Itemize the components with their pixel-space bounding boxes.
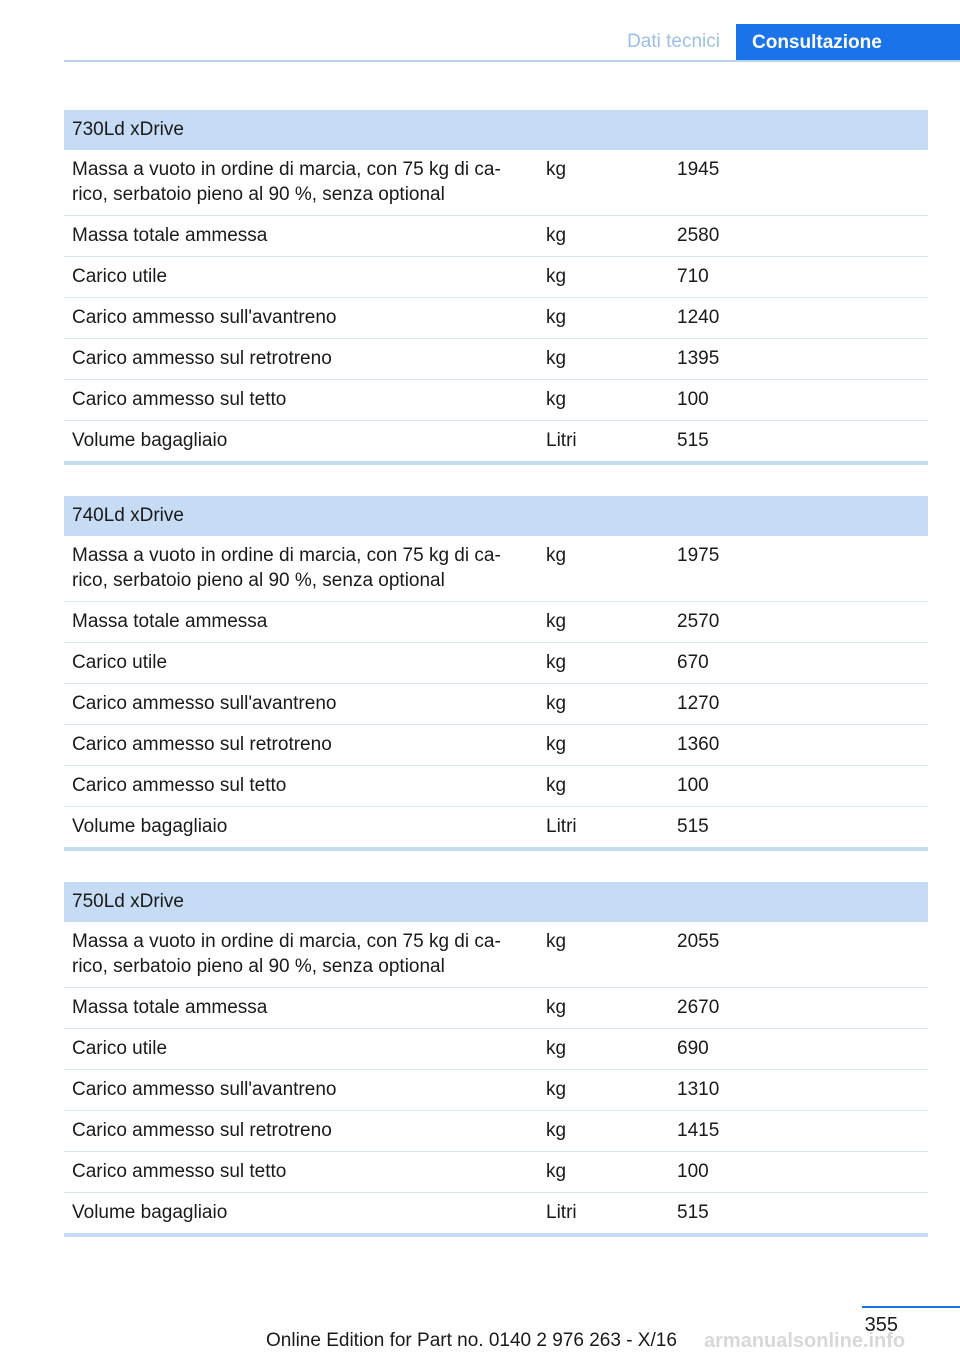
table-row	[64, 1029, 928, 1070]
table-gap	[64, 465, 928, 496]
header-rule	[64, 60, 960, 62]
table-row	[64, 1070, 928, 1111]
table-row	[64, 684, 928, 725]
footer-edition: Online Edition for Part no. 0140 2 976 263 - X/16	[266, 1330, 677, 1351]
table-row	[64, 988, 928, 1029]
row-unit: kg	[538, 1070, 669, 1111]
table-header-row	[64, 882, 928, 922]
row-label: Carico ammesso sull'avantreno	[64, 684, 538, 725]
row-unit: kg	[538, 602, 669, 643]
row-label: Carico utile	[64, 1029, 538, 1070]
table-row	[64, 922, 928, 988]
table-row	[64, 298, 928, 339]
row-unit: kg	[538, 1111, 669, 1152]
row-value: 2670	[669, 988, 928, 1029]
row-label: Carico utile	[64, 257, 538, 298]
row-unit: kg	[538, 339, 669, 380]
row-unit: kg	[538, 150, 669, 216]
table-title: 730Ld xDrive	[64, 110, 928, 150]
spec-tables	[64, 110, 928, 1237]
row-value: 515	[669, 1193, 928, 1236]
row-value: 100	[669, 380, 928, 421]
row-label: Massa a vuoto in ordine di marcia, con 75 kg di ca- rico, serbatoio pieno al 90 %, senza optional	[64, 536, 538, 602]
row-value: 1310	[669, 1070, 928, 1111]
row-value: 100	[669, 766, 928, 807]
row-unit: kg	[538, 643, 669, 684]
row-unit: kg	[538, 922, 669, 988]
row-value: 515	[669, 421, 928, 464]
row-value: 1395	[669, 339, 928, 380]
row-unit: kg	[538, 536, 669, 602]
table-title: 750Ld xDrive	[64, 882, 928, 922]
table-row	[64, 257, 928, 298]
page-header	[64, 24, 960, 62]
row-unit: kg	[538, 1029, 669, 1070]
spec-table-730ld	[64, 110, 928, 465]
table-row	[64, 150, 928, 216]
row-label: Carico ammesso sul retrotreno	[64, 1111, 538, 1152]
table-row	[64, 602, 928, 643]
row-value: 100	[669, 1152, 928, 1193]
row-value: 670	[669, 643, 928, 684]
row-value: 2570	[669, 602, 928, 643]
row-value: 1360	[669, 725, 928, 766]
row-value: 1975	[669, 536, 928, 602]
table-row	[64, 725, 928, 766]
table-gap	[64, 851, 928, 882]
row-value: 710	[669, 257, 928, 298]
row-label: Massa a vuoto in ordine di marcia, con 75 kg di ca- rico, serbatoio pieno al 90 %, senza optional	[64, 150, 538, 216]
row-unit: Litri	[538, 807, 669, 850]
page-number: 355	[864, 1314, 898, 1336]
row-label: Carico ammesso sul retrotreno	[64, 339, 538, 380]
section-tab[interactable]: Dati tecnici	[627, 31, 720, 52]
table-row	[64, 216, 928, 257]
row-unit: kg	[538, 257, 669, 298]
row-value: 1240	[669, 298, 928, 339]
row-value: 1270	[669, 684, 928, 725]
row-value: 1415	[669, 1111, 928, 1152]
row-label: Carico ammesso sull'avantreno	[64, 1070, 538, 1111]
row-label: Massa totale ammessa	[64, 602, 538, 643]
row-unit: kg	[538, 766, 669, 807]
table-row	[64, 380, 928, 421]
row-value: 515	[669, 807, 928, 850]
row-unit: kg	[538, 380, 669, 421]
spec-table-750ld	[64, 882, 928, 1237]
row-value: 1945	[669, 150, 928, 216]
row-label: Massa totale ammessa	[64, 988, 538, 1029]
row-label: Volume bagagliaio	[64, 807, 538, 850]
row-value: 2055	[669, 922, 928, 988]
table-row	[64, 766, 928, 807]
table-title: 740Ld xDrive	[64, 496, 928, 536]
spec-table-740ld	[64, 496, 928, 851]
row-value: 690	[669, 1029, 928, 1070]
table-row	[64, 807, 928, 850]
row-label: Carico ammesso sul tetto	[64, 1152, 538, 1193]
page-number-rule	[862, 1306, 960, 1308]
table-row	[64, 339, 928, 380]
row-unit: kg	[538, 298, 669, 339]
row-label: Volume bagagliaio	[64, 421, 538, 464]
row-label: Massa totale ammessa	[64, 216, 538, 257]
table-header-row	[64, 496, 928, 536]
row-unit: kg	[538, 216, 669, 257]
table-row	[64, 421, 928, 464]
row-value: 2580	[669, 216, 928, 257]
row-label: Carico utile	[64, 643, 538, 684]
table-row	[64, 1152, 928, 1193]
row-label: Carico ammesso sull'avantreno	[64, 298, 538, 339]
watermark: armanualsonline.info	[704, 1330, 906, 1352]
table-header-row	[64, 110, 928, 150]
row-unit: Litri	[538, 421, 669, 464]
row-unit: kg	[538, 725, 669, 766]
row-label: Massa a vuoto in ordine di marcia, con 75 kg di ca- rico, serbatoio pieno al 90 %, senza optional	[64, 922, 538, 988]
row-label: Carico ammesso sul tetto	[64, 380, 538, 421]
row-label: Carico ammesso sul retrotreno	[64, 725, 538, 766]
row-unit: kg	[538, 988, 669, 1029]
row-label: Carico ammesso sul tetto	[64, 766, 538, 807]
row-unit: kg	[538, 1152, 669, 1193]
row-label: Volume bagagliaio	[64, 1193, 538, 1236]
table-row	[64, 643, 928, 684]
table-row	[64, 1111, 928, 1152]
row-unit: kg	[538, 684, 669, 725]
row-unit: Litri	[538, 1193, 669, 1236]
chapter-tab[interactable]: Consultazione	[736, 24, 960, 62]
table-row	[64, 1193, 928, 1236]
table-row	[64, 536, 928, 602]
